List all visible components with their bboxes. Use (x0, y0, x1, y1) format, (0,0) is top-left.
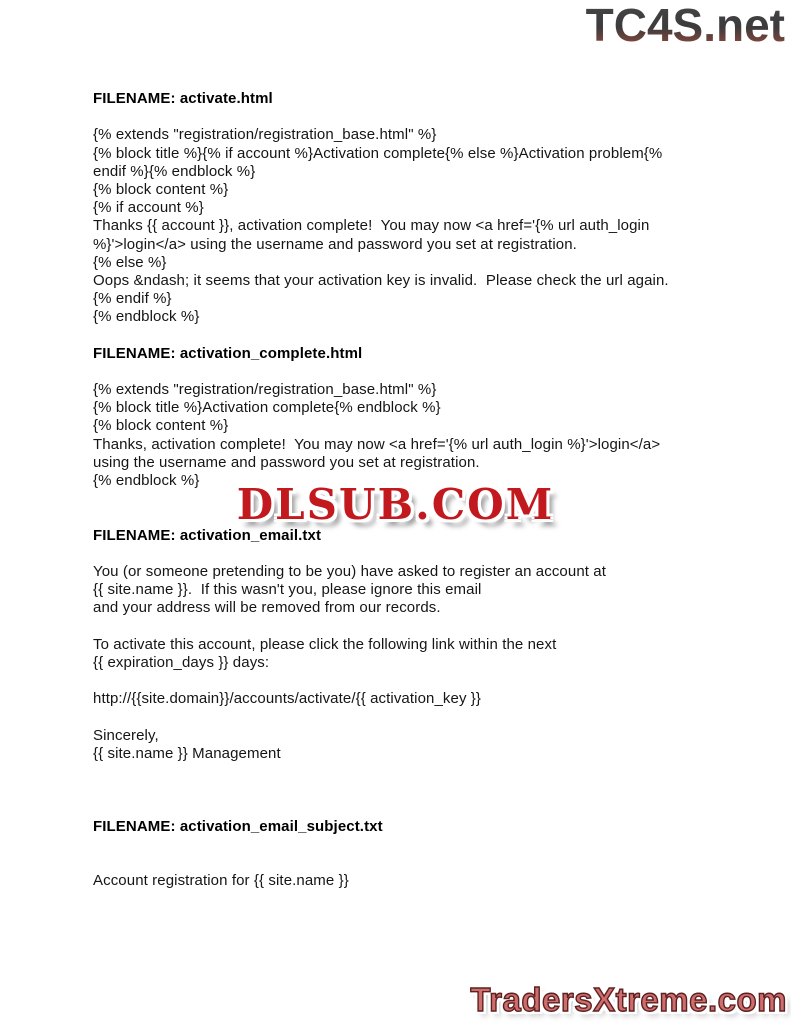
text-line: {% if account %} (93, 199, 204, 217)
blank-line (93, 108, 753, 126)
blank-line (93, 617, 753, 635)
blank-line (93, 799, 753, 817)
blank-line (93, 363, 753, 381)
text-line: Account registration for {{ site.name }} (93, 872, 349, 890)
dlsub-watermark: DLSUB.COM (236, 480, 555, 529)
text-line: {% extends "registration/registration_base.html" %} (93, 126, 437, 144)
tradersxtreme-site-logo: TradersXtreme.com (470, 980, 787, 1018)
text-line: %}'>login</a> using the username and password you set at registration. (93, 235, 577, 253)
text-line: Sincerely, (93, 726, 159, 744)
text-line: {% block content %} (93, 417, 229, 435)
text-line: {% endif %} (93, 290, 172, 308)
text-line: {% block title %}{% if account %}Activation complete{% else %}Activation problem{% (93, 144, 663, 162)
blank-line (93, 545, 753, 563)
blank-line (93, 781, 753, 799)
blank-line (93, 326, 753, 344)
text-line: and your address will be removed from our records. (93, 599, 441, 617)
text-line: {% endblock %} (93, 471, 200, 489)
text-line: Oops &ndash; it seems that your activation key is invalid. Please check the url again. (93, 271, 669, 289)
blank-line (93, 836, 753, 854)
text-line: {% extends "registration/registration_base.html" %} (93, 381, 437, 398)
blank-line (93, 708, 753, 726)
blank-line (93, 763, 753, 781)
text-line: To activate this account, please click the following link within the next (93, 635, 557, 653)
text-line: Thanks {{ account }}, activation complete! You may now <a href='{% url auth_login (93, 217, 650, 235)
blank-line (93, 672, 753, 690)
text-line: {{ site.name }} Management (93, 744, 281, 762)
text-line: {% endblock %} (93, 308, 200, 326)
text-line: {{ site.name }}. If this wasn't you, please ignore this email (93, 581, 482, 599)
text-line: {% else %} (93, 253, 167, 271)
text-line: Thanks, activation complete! You may now <a href='{% url auth_login %}'>login</a> (93, 435, 661, 453)
blank-line (93, 854, 753, 872)
text-line: {{ expiration_days }} days: (93, 653, 270, 671)
filename-heading: FILENAME: activation_email.txt (93, 526, 322, 544)
filename-heading: FILENAME: activation_email_subject.txt (93, 817, 383, 835)
filename-heading: FILENAME: activate.html (93, 90, 273, 107)
text-line: {% block title %}Activation complete{% endblock %} (93, 399, 441, 417)
text-line: {% block content %} (93, 180, 229, 198)
text-line: You (or someone pretending to be you) have asked to register an account at (93, 562, 607, 580)
text-line: endif %}{% endblock %} (93, 162, 256, 180)
tc4s-site-logo: TC4S.net (585, 0, 785, 51)
text-line: http://{{site.domain}}/accounts/activate/{{ activation_key }} (93, 690, 482, 708)
text-line: using the username and password you set at registration. (93, 453, 480, 471)
filename-heading: FILENAME: activation_complete.html (93, 344, 363, 362)
